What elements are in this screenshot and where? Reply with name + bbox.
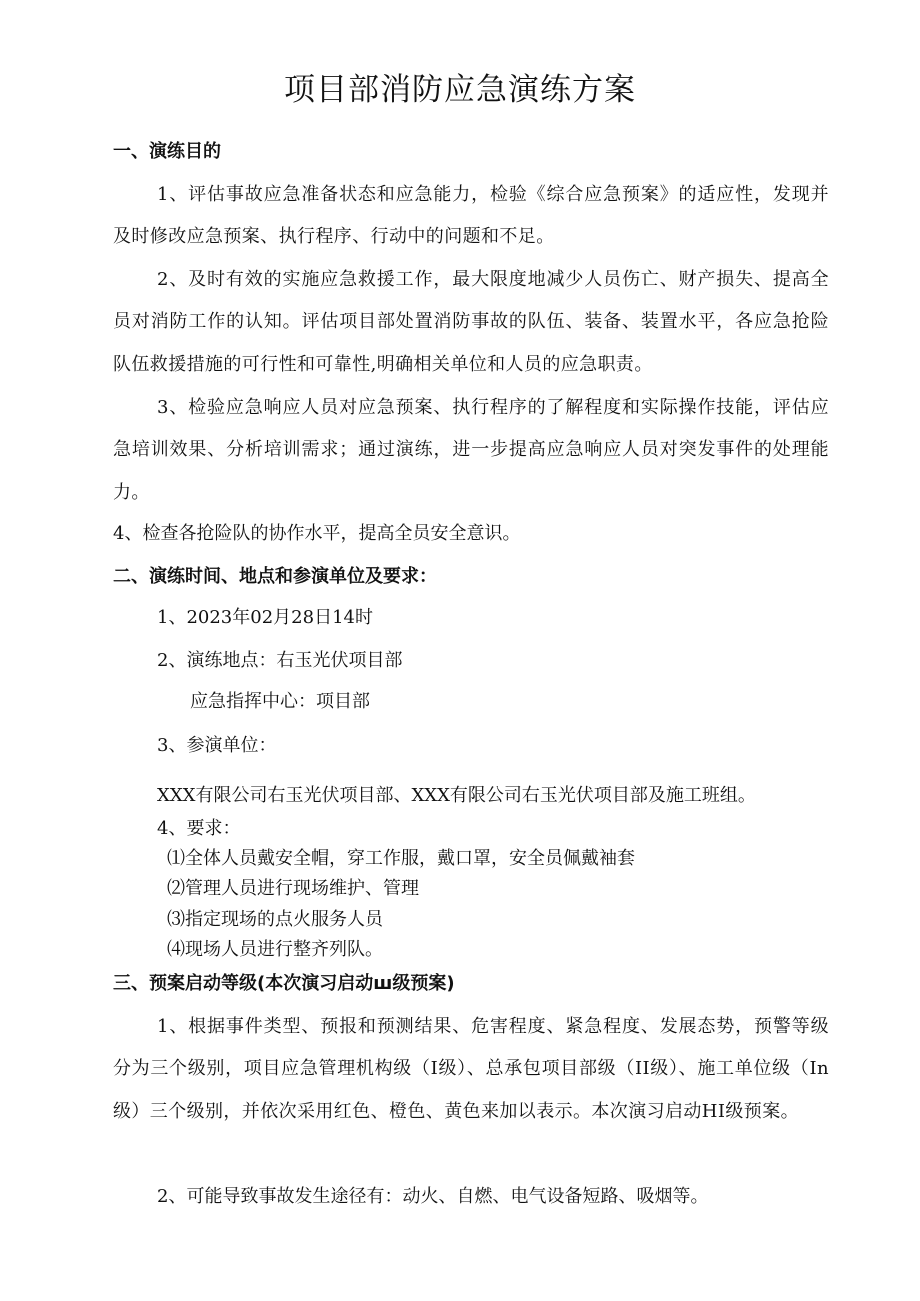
section-2-heading: 二、演练时间、地点和参演单位及要求： [113, 566, 437, 587]
section-3-paragraph-1: 1、根据事件类型、预报和预测结果、危害程度、紧急程度、发展态势，预警等级分为三个级别，项目应急管理机构级（I级）、总承包项目部级（II级）、施工单位级（In级）三个级别，并依次采用红色、橙色、黄色来加以表示。本次演习启动HI级预案。 [113, 1016, 829, 1122]
drill-time: 1、2023年02月28日14时 [157, 607, 373, 628]
section-3-heading: 三、预案启动等级(本次演习启动ш级预案) [113, 973, 455, 994]
participating-units-label: 3、参演单位： [157, 735, 277, 756]
section-1-paragraph-1: 1、评估事故应急准备状态和应急能力，检验《综合应急预案》的适应性，发现并及时修改应急预案、执行程序、行动中的问题和不足。 [113, 184, 829, 248]
document-title: 项目部消防应急演练方案 [284, 72, 636, 108]
requirements-label: 4、要求： [157, 818, 241, 839]
command-center: 应急指挥中心：项目部 [190, 691, 370, 712]
section-3-paragraph-2: 2、可能导致事故发生途径有：动火、自燃、电气设备短路、吸烟等。 [157, 1186, 709, 1207]
drill-location: 2、演练地点：右玉光伏项目部 [157, 650, 403, 671]
requirement-3: ⑶指定现场的点火服务人员 [167, 909, 383, 930]
section-1-heading: 一、演练目的 [113, 141, 221, 162]
participating-units: XXX有限公司右玉光伏项目部、XXX有限公司右玉光伏项目部及施工班组。 [157, 785, 756, 806]
section-1-paragraph-2: 2、及时有效的实施应急救援工作，最大限度地减少人员伤亡、财产损失、提高全员对消防工作的认知。评估项目部处置消防事故的队伍、装备、装置水平，各应急抢险队伍救援措施的可行性和可靠性,明确相关单位和人员的应急职责。 [113, 269, 829, 375]
section-1-paragraph-3: 3、检验应急响应人员对应急预案、执行程序的了解程度和实际操作技能，评估应急培训效果、分析培训需求；通过演练，进一步提高应急响应人员对突发事件的处理能力。 [113, 397, 829, 503]
requirement-1: ⑴全体人员戴安全帽，穿工作服，戴口罩，安全员佩戴袖套 [167, 848, 635, 869]
requirement-2: ⑵管理人员进行现场维护、管理 [167, 878, 419, 899]
requirement-4: ⑷现场人员进行整齐列队。 [167, 939, 383, 960]
section-1-paragraph-4: 4、检查各抢险队的协作水平，提高全员安全意识。 [113, 523, 521, 544]
